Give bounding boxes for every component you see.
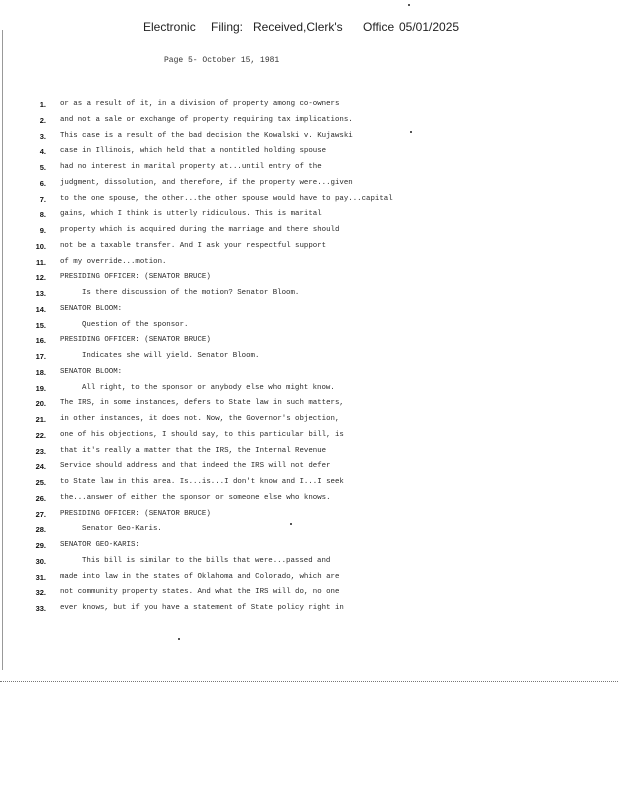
transcript-line	[0, 585, 618, 601]
line-text: not be a taxable transfer. And I ask your respectful support	[60, 241, 327, 250]
transcript-line	[0, 444, 618, 460]
line-text: SENATOR BLOOM:	[60, 367, 123, 376]
line-number: 5.	[39, 163, 46, 172]
left-margin-scan-mark	[2, 30, 3, 670]
transcript-body	[0, 97, 618, 617]
transcript-line	[0, 176, 618, 192]
line-number: 27.	[35, 509, 46, 519]
scan-speck	[408, 4, 410, 6]
line-number: 29.	[35, 541, 46, 550]
line-text: SENATOR BLOOM:	[60, 304, 123, 313]
line-number: 33.	[35, 604, 46, 613]
line-text: the...answer of either the sponsor or someone else who knows.	[60, 493, 331, 502]
line-text: PRESIDING OFFICER: (SENATOR BRUCE)	[60, 273, 211, 282]
line-text: All right, to the sponsor or anybody else who might know.	[82, 383, 335, 392]
line-text: property which is acquired during the marriage and there should	[60, 226, 340, 234]
transcript-line	[0, 333, 618, 349]
transcript-line	[0, 601, 618, 617]
transcript-line	[0, 554, 618, 570]
line-number: 10.	[35, 241, 46, 251]
transcript-line	[0, 412, 618, 428]
transcript-line	[0, 192, 618, 208]
filing-stamp-part2: Filing:	[211, 20, 244, 34]
line-text: one of his objections, I should say, to this particular bill, is	[60, 430, 344, 439]
line-number: 4.	[39, 147, 46, 157]
transcript-line	[0, 302, 618, 318]
line-text: Question of the sponsor.	[82, 320, 189, 329]
transcript-line	[0, 381, 618, 397]
scan-speck	[410, 131, 412, 133]
transcript-line	[0, 570, 618, 586]
filing-stamp	[143, 20, 459, 34]
line-text: The IRS, in some instances, defers to State law in such matters,	[60, 399, 344, 408]
line-number: 15.	[35, 320, 46, 330]
line-text: made into law in the states of Oklahoma and Colorado, which are	[60, 572, 340, 581]
line-number: 17.	[35, 352, 46, 361]
transcript-line	[0, 459, 618, 475]
line-text: of my override...motion.	[60, 257, 167, 266]
line-text: Senator Geo-Karis.	[82, 525, 162, 534]
transcript-line	[0, 507, 618, 523]
line-number: 1.	[39, 100, 46, 109]
line-number: 28.	[35, 525, 46, 535]
line-text: Is there discussion of the motion? Senator Bloom.	[82, 289, 300, 297]
scan-speck	[178, 638, 180, 640]
transcript-line	[0, 223, 618, 239]
line-text: PRESIDING OFFICER: (SENATOR BRUCE)	[60, 336, 211, 345]
transcript-line	[0, 160, 618, 176]
line-text: SENATOR GEO-KARIS:	[60, 541, 140, 549]
transcript-line	[0, 538, 618, 554]
line-number: 31.	[35, 572, 46, 582]
transcript-line	[0, 144, 618, 160]
line-number: 22.	[35, 430, 46, 440]
transcript-line	[0, 239, 618, 255]
transcript-line	[0, 349, 618, 365]
line-text: had no interest in marital property at...until entry of the	[60, 163, 322, 171]
transcript-line	[0, 129, 618, 145]
transcript-line	[0, 318, 618, 334]
line-number: 32.	[35, 588, 46, 598]
line-text: or as a result of it, in a division of property among co-owners	[60, 100, 340, 108]
line-text: that it's really a matter that the IRS, the Internal Revenue	[60, 446, 327, 455]
line-text: to State law in this area. Is...is...I don't know and I...I seek	[60, 478, 344, 486]
transcript-line	[0, 475, 618, 491]
line-text: not community property states. And what the IRS will do, no one	[60, 588, 340, 597]
line-number: 12.	[35, 273, 46, 283]
line-number: 9.	[39, 226, 46, 235]
line-text: and not a sale or exchange of property requiring tax implications.	[60, 115, 353, 124]
line-number: 18.	[35, 367, 46, 377]
line-number: 14.	[35, 304, 46, 314]
transcript-line	[0, 286, 618, 302]
line-number: 13.	[35, 289, 46, 298]
line-number: 16.	[35, 336, 46, 346]
transcript-line	[0, 97, 618, 113]
transcript-line	[0, 396, 618, 412]
line-text: gains, which I think is utterly ridiculous. This is marital	[60, 210, 322, 219]
filing-stamp-date: 05/01/2025	[399, 20, 460, 34]
line-text: Indicates she will yield. Senator Bloom.	[82, 352, 260, 360]
filing-stamp-part3: Received,Clerk's	[253, 20, 343, 34]
transcript-line	[0, 113, 618, 129]
line-number: 23.	[35, 446, 46, 456]
transcript-line	[0, 270, 618, 286]
line-text: ever knows, but if you have a statement of State policy right in	[60, 604, 344, 612]
scan-speck	[290, 523, 292, 525]
transcript-line	[0, 255, 618, 271]
line-number: 26.	[35, 493, 46, 503]
filing-stamp-part4: Office	[363, 20, 395, 34]
page-header: Page 5- October 15, 1981	[164, 56, 280, 65]
filing-stamp-part1: Electronic	[143, 20, 196, 34]
line-text: Service should address and that indeed the IRS will not defer	[60, 462, 331, 471]
line-number: 11.	[35, 257, 46, 267]
line-text: PRESIDING OFFICER: (SENATOR BRUCE)	[60, 509, 211, 518]
line-number: 7.	[39, 194, 46, 204]
transcript-line	[0, 522, 618, 538]
transcript-line	[0, 365, 618, 381]
line-number: 20.	[35, 399, 46, 409]
line-number: 2.	[39, 115, 46, 125]
line-text: case in Illinois, which held that a nontitled holding spouse	[60, 147, 327, 156]
line-number: 21.	[35, 415, 46, 424]
line-text: to the one spouse, the other...the other spouse would have to pay...capital	[60, 194, 393, 203]
line-number: 3.	[39, 131, 46, 141]
line-text: This bill is similar to the bills that were...passed and	[82, 556, 331, 565]
line-number: 30.	[35, 556, 46, 566]
line-text: judgment, dissolution, and therefore, if the property were...given	[60, 178, 353, 187]
bottom-scan-rule	[0, 681, 618, 684]
transcript-line	[0, 428, 618, 444]
transcript-line	[0, 491, 618, 507]
line-number: 6.	[39, 178, 46, 188]
line-text: This case is a result of the bad decision the Kowalski v. Kujawski	[60, 131, 353, 140]
line-number: 24.	[35, 462, 46, 472]
transcript-line	[0, 207, 618, 223]
line-number: 19.	[35, 383, 46, 393]
line-text: in other instances, it does not. Now, the Governor's objection,	[60, 415, 340, 423]
line-number: 25.	[35, 478, 46, 487]
line-number: 8.	[39, 210, 46, 220]
